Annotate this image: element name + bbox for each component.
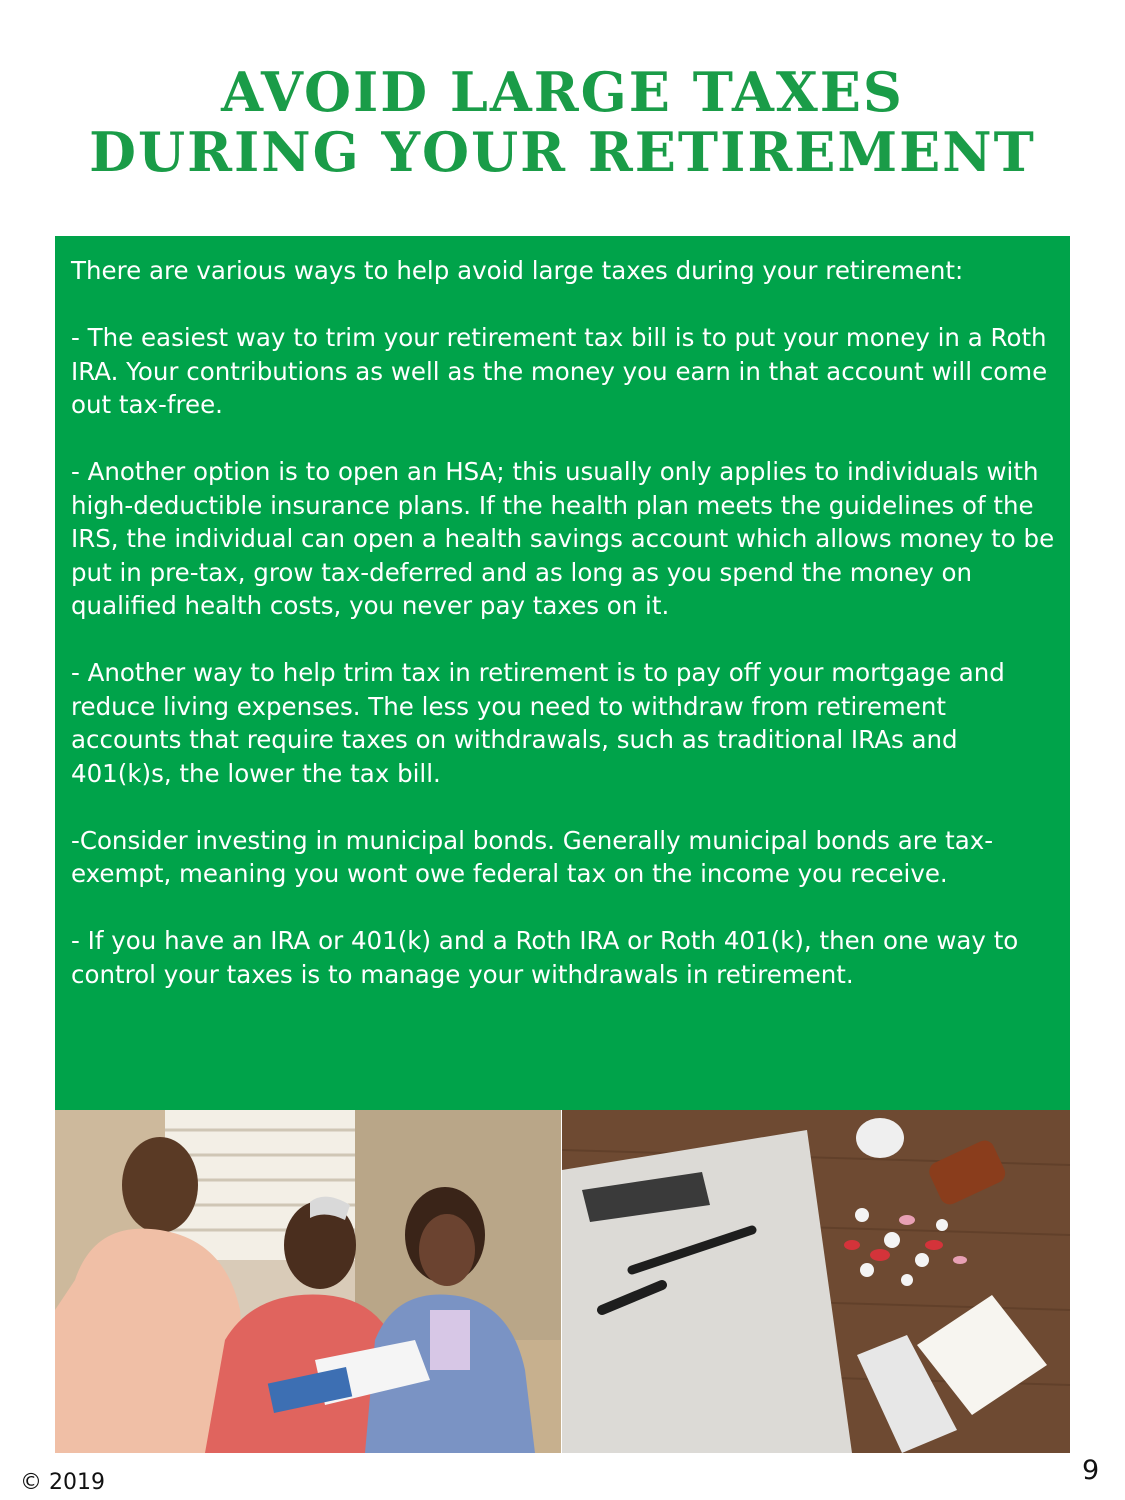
page-title	[0, 62, 1125, 182]
tip-hsa: - Another option is to open an HSA; this usually only applies to individuals with high-deductible insurance plans. If the health plan meets the guidelines of the IRS, the individual can open a health savings account which allows money to be put in pre-tax, grow tax-deferred and as long as you spend the money on qualified health costs, you never pay taxes on it.	[71, 457, 1055, 620]
copyright-notice: © 2019	[20, 1470, 105, 1495]
title-line-2: DURING YOUR RETIREMENT	[89, 120, 1036, 184]
tip-withdrawals: - If you have an IRA or 401(k) and a Roth IRA or Roth 401(k), then one way to control your taxes is to manage your withdrawals in retirement.	[71, 926, 1019, 989]
page-number: 9	[1082, 1455, 1100, 1486]
advisor-meeting-photo	[55, 1110, 561, 1453]
tips-panel	[55, 236, 1070, 1110]
clipboard-pills-photo	[562, 1110, 1070, 1453]
title-line-1: AVOID LARGE TAXES	[221, 60, 904, 124]
tip-roth-ira: - The easiest way to trim your retirement tax bill is to put your money in a Roth IRA. Your contributions as well as the money you earn in that account will come out tax-free.	[71, 323, 1048, 419]
intro-paragraph: There are various ways to help avoid large taxes during your retirement:	[71, 256, 964, 285]
tip-mortgage: - Another way to help trim tax in retirement is to pay off your mortgage and reduce living expenses. The less you need to withdraw from retirement accounts that require taxes on withdrawals, such as traditional IRAs and 401(k)s, the lower the tax bill.	[71, 658, 1005, 788]
tip-municipal-bonds: -Consider investing in municipal bonds. Generally municipal bonds are tax-exempt, meaning you wont owe federal tax on the income you receive.	[71, 825, 994, 888]
